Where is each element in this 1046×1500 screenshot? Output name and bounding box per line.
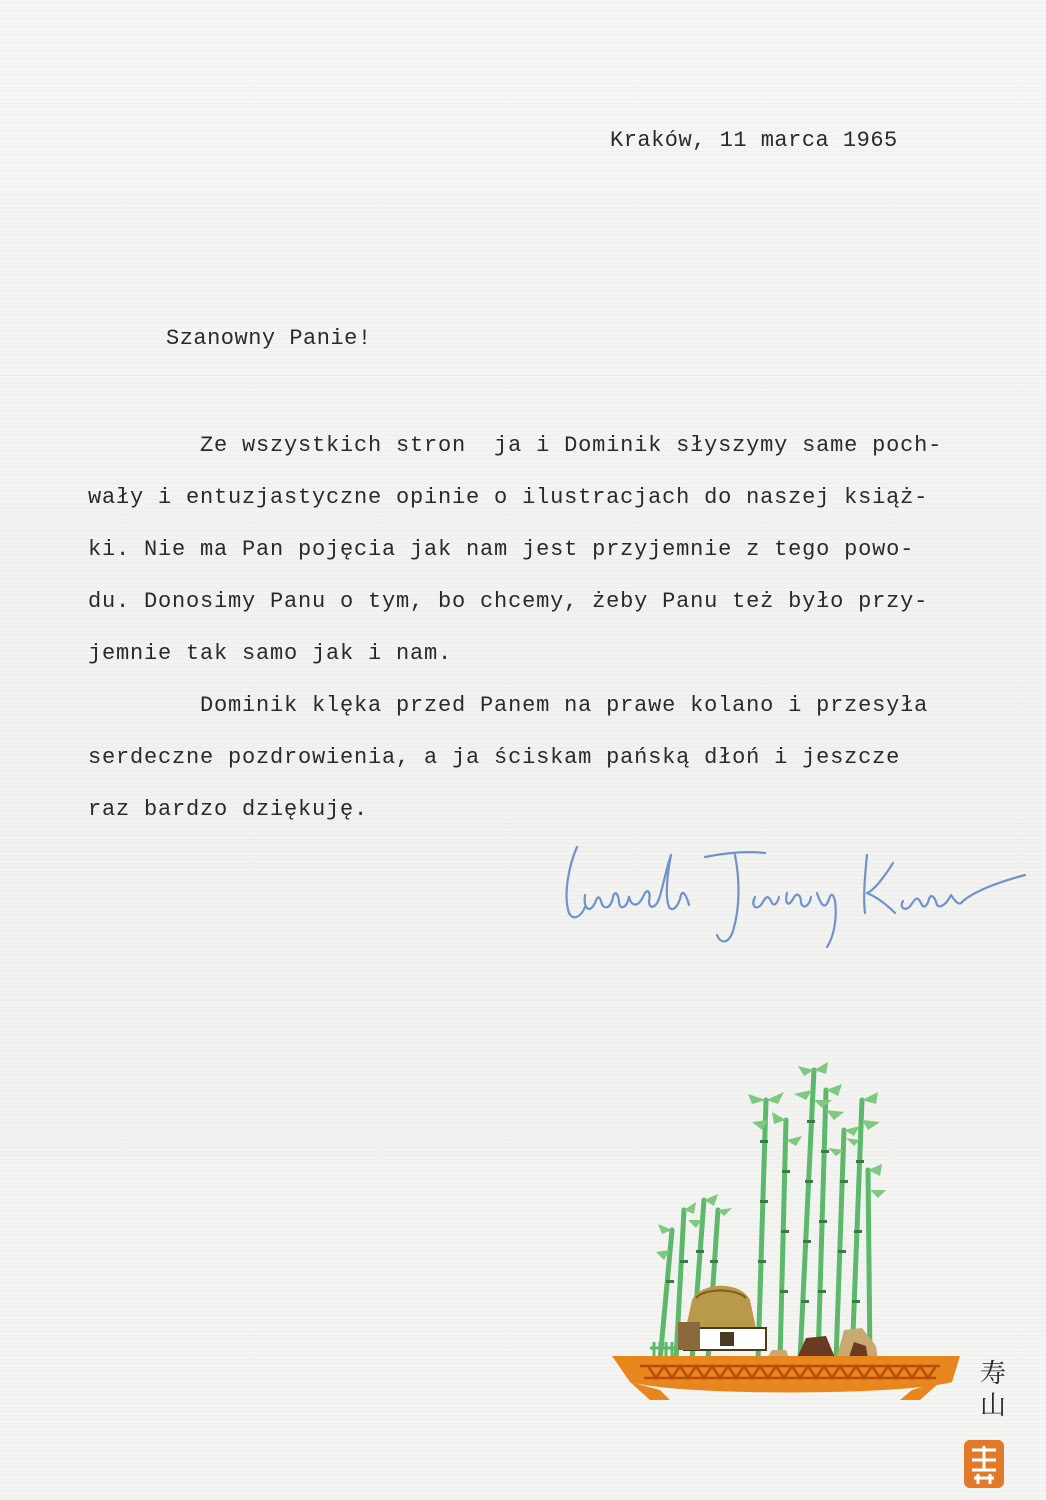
text-line: serdeczne pozdrowienia, a ja ściskam pańską dłoń i jeszcze (88, 745, 901, 770)
text-line: Dominik klęka przed Panem na prawe kolano i przesyła (88, 693, 929, 718)
paper-fold (0, 1000, 1046, 1002)
text-line: Ze wszystkich stron ja i Dominik słyszymy same poch- (88, 433, 943, 458)
text-line: jemnie tak samo jak i nam. (88, 641, 453, 666)
salutation: Szanowny Panie! (166, 326, 372, 351)
text-line: ki. Nie ma Pan pojęcia jak nam jest przyjemnie z tego powo- (88, 537, 915, 562)
body-paragraph-2 (88, 680, 1028, 836)
handwritten-signature (555, 835, 1035, 955)
artist-seal (960, 1350, 1020, 1500)
bamboo-bonsai-illustration (600, 1060, 1020, 1440)
svg-text:寿: 寿 (980, 1359, 1007, 1389)
letter-date: Kraków, 11 marca 1965 (610, 128, 898, 153)
text-line: du. Donosimy Panu o tym, bo chcemy, żeby Panu też było przy- (88, 589, 929, 614)
text-line: wały i entuzjastyczne opinie o ilustracjach do naszej książ- (88, 485, 929, 510)
text-line: raz bardzo dziękuję. (88, 797, 369, 822)
svg-text:山: 山 (980, 1391, 1007, 1421)
body-paragraph-1 (88, 420, 1028, 680)
paper-fold (0, 375, 1046, 377)
